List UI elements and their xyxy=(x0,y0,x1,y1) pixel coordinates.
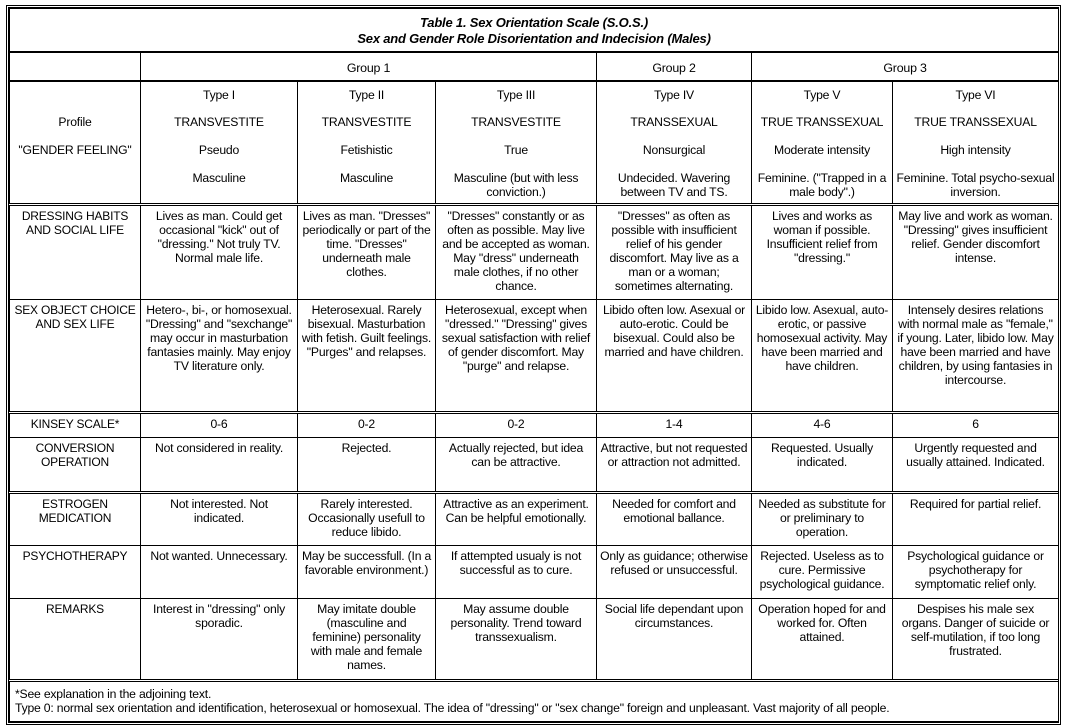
table-cell: Actually rejected, but idea can be attractive. xyxy=(436,438,597,493)
group-header: Group 3 xyxy=(752,52,1059,81)
profile-row xyxy=(10,81,1059,205)
row-label: CONVERSION OPERATION xyxy=(10,438,141,493)
type-feeling: Undecided. Wavering between TV and TS. xyxy=(617,171,731,199)
type-header-cell xyxy=(752,81,893,205)
profile-label: "GENDER FEELING" xyxy=(18,143,132,157)
table-cell: Requested. Usually indicated. xyxy=(752,438,893,493)
footnote-row xyxy=(10,681,1059,722)
table-cell: Interest in "dressing" only sporadic. xyxy=(141,599,298,681)
table-cell: 4-6 xyxy=(752,413,893,438)
table-cell: Rejected. Useless as to cure. Permissive psychological guidance. xyxy=(752,546,893,599)
row-label: PSYCHOTHERAPY xyxy=(10,546,141,599)
type-gender-feeling: High intensity xyxy=(940,143,1011,157)
table-cell: Lives as man. "Dresses" periodically or part of the time. "Dresses" underneath male clothes. xyxy=(298,205,436,300)
table-cell: Needed for comfort and emotional ballance. xyxy=(597,493,752,546)
table-cell: May imitate double (masculine and feminine) personality with male and female names. xyxy=(298,599,436,681)
type-type: Type I xyxy=(203,88,235,102)
table-cell: Not wanted. Unnecessary. xyxy=(141,546,298,599)
table-cell: 0-2 xyxy=(298,413,436,438)
table-cell: Intensely desires relations with normal male as "female," if young. Later, libido low. May have been married and have children, by using fantasies in intercourse. xyxy=(893,300,1059,413)
table-cell: Attractive, but not requested or attraction not admitted. xyxy=(597,438,752,493)
table-cell: Social life dependant upon circumstances. xyxy=(597,599,752,681)
table-cell: Rejected. xyxy=(298,438,436,493)
row-label: SEX OBJECT CHOICE AND SEX LIFE xyxy=(10,300,141,413)
table-cell: Lives and works as woman if possible. Insufficient relief from "dressing." xyxy=(752,205,893,300)
table-cell: Hetero-, bi-, or homosexual. "Dressing" and "sexchange" may occur in masturbation fantasies mainly. May enjoy TV literature only. xyxy=(141,300,298,413)
profile-label: Profile xyxy=(58,115,92,129)
table-cell: 6 xyxy=(893,413,1059,438)
title-line-2: Sex and Gender Role Disorientation and Indecision (Males) xyxy=(357,31,711,46)
type-profile: TRANSVESTITE xyxy=(321,115,412,129)
type-profile: TRUE TRANSSEXUAL xyxy=(914,115,1037,129)
type-type: Type IV xyxy=(654,88,694,102)
row-label: KINSEY SCALE* xyxy=(10,413,141,438)
table-cell: Not interested. Not indicated. xyxy=(141,493,298,546)
type-profile: TRANSVESTITE xyxy=(471,115,561,129)
table-cell: Attractive as an experiment. Can be helpful emotionally. xyxy=(436,493,597,546)
type-type: Type II xyxy=(348,88,385,102)
table-cell: Not considered in reality. xyxy=(141,438,298,493)
type-header-cell xyxy=(436,81,597,205)
table-cell: "Dresses" constantly or as often as possible. May live and be accepted as woman. May "dress" underneath male clothes, if no other chance. xyxy=(436,205,597,300)
table-cell: Urgently requested and usually attained. Indicated. xyxy=(893,438,1059,493)
table-cell: Despises his male sex organs. Danger of suicide or self-mutilation, if too long frustrated. xyxy=(893,599,1059,681)
table-cell: Heterosexual, except when "dressed." "Dressing" gives sexual satisfaction with relief of gender discomfort. May "purge" and relapse. xyxy=(436,300,597,413)
table-cell: Lives as man. Could get occasional "kick" out of "dressing." Not truly TV. Normal male life. xyxy=(141,205,298,300)
group-header: Group 1 xyxy=(141,52,597,81)
table-row xyxy=(10,546,1059,599)
title-row xyxy=(10,9,1059,53)
table-cell: 1-4 xyxy=(597,413,752,438)
group-header: Group 2 xyxy=(597,52,752,81)
type-feeling: Feminine. Total psycho-sexual inversion. xyxy=(896,171,1055,199)
profile-label-cell xyxy=(10,81,141,205)
type-gender-feeling: True xyxy=(504,143,528,157)
profile-label xyxy=(13,171,137,199)
type-gender-feeling: Nonsurgical xyxy=(642,143,706,157)
table-cell: "Dresses" as often as possible with insufficient relief of his gender discomfort. May live as a man or a woman; sometimes alternating. xyxy=(597,205,752,300)
empty-corner-cell xyxy=(10,52,141,81)
table-cell: Libido often low. Asexual or auto-erotic. Could be bisexual. Could also be married and have children. xyxy=(597,300,752,413)
type-type: Type VI xyxy=(955,88,996,102)
table-cell: May assume double personality. Trend toward transsexualism. xyxy=(436,599,597,681)
type-gender-feeling: Pseudo xyxy=(198,143,240,157)
type-profile: TRUE TRANSSEXUAL xyxy=(760,115,884,129)
row-label: ESTROGEN MEDICATION xyxy=(10,493,141,546)
type-feeling: Masculine (but with less conviction.) xyxy=(453,171,579,199)
type-type: Type III xyxy=(496,88,536,102)
type-header-cell xyxy=(141,81,298,205)
row-label: DRESSING HABITS AND SOCIAL LIFE xyxy=(10,205,141,300)
table-title xyxy=(10,9,1059,53)
type-feeling: Feminine. ("Trapped in a male body".) xyxy=(757,171,887,199)
table-cell: 0-2 xyxy=(436,413,597,438)
table-cell: Only as guidance; otherwise refused or unsuccessful. xyxy=(597,546,752,599)
type-profile: TRANSVESTITE xyxy=(174,115,264,129)
table-cell: 0-6 xyxy=(141,413,298,438)
table-cell: Required for partial relief. xyxy=(893,493,1059,546)
table xyxy=(9,8,1059,722)
footnote-line-2: Type 0: normal sex orientation and identification, heterosexual or homosexual. The idea of "dressing" or "sex change" foreign and unpleasant. Vast majority of all people. xyxy=(15,701,890,715)
type-gender-feeling: Fetishistic xyxy=(340,143,393,157)
type-gender-feeling: Moderate intensity xyxy=(774,143,870,157)
type-feeling: Masculine xyxy=(339,171,394,185)
table-cell: Libido low. Asexual, auto-erotic, or passive homosexual activity. May have been married and have children. xyxy=(752,300,893,413)
type-header-cell xyxy=(597,81,752,205)
row-label: REMARKS xyxy=(10,599,141,681)
group-header-row xyxy=(10,52,1059,81)
table-cell: Rarely interested. Occasionally usefull to reduce libido. xyxy=(298,493,436,546)
table-row xyxy=(10,413,1059,438)
footnote-line-1: *See explanation in the adjoining text. xyxy=(15,687,212,701)
type-header-cell xyxy=(893,81,1059,205)
type-type: Type V xyxy=(803,88,841,102)
profile-label xyxy=(13,85,137,115)
table-cell: Psychological guidance or psychotherapy for symptomatic relief only. xyxy=(893,546,1059,599)
sex-orientation-scale-table xyxy=(6,5,1061,725)
table-row xyxy=(10,493,1059,546)
footnote xyxy=(10,681,1059,722)
type-header-cell xyxy=(298,81,436,205)
table-row xyxy=(10,599,1059,681)
type-profile: TRANSSEXUAL xyxy=(630,115,718,129)
table-cell: If attempted usualy is not successful as to cure. xyxy=(436,546,597,599)
table-cell: Heterosexual. Rarely bisexual. Masturbation with fetish. Guilt feelings. "Purges" and relapses. xyxy=(298,300,436,413)
table-row xyxy=(10,300,1059,413)
table-cell: Operation hoped for and worked for. Often attained. xyxy=(752,599,893,681)
table-cell: May live and work as woman. "Dressing" gives insufficient relief. Gender discomfort intense. xyxy=(893,205,1059,300)
table-cell: May be successfull. (In a favorable environment.) xyxy=(298,546,436,599)
type-feeling: Masculine xyxy=(192,171,246,185)
table-row xyxy=(10,438,1059,493)
title-line-1: Table 1. Sex Orientation Scale (S.O.S.) xyxy=(420,15,648,30)
table-row xyxy=(10,205,1059,300)
table-cell: Needed as substitute for or preliminary to operation. xyxy=(752,493,893,546)
